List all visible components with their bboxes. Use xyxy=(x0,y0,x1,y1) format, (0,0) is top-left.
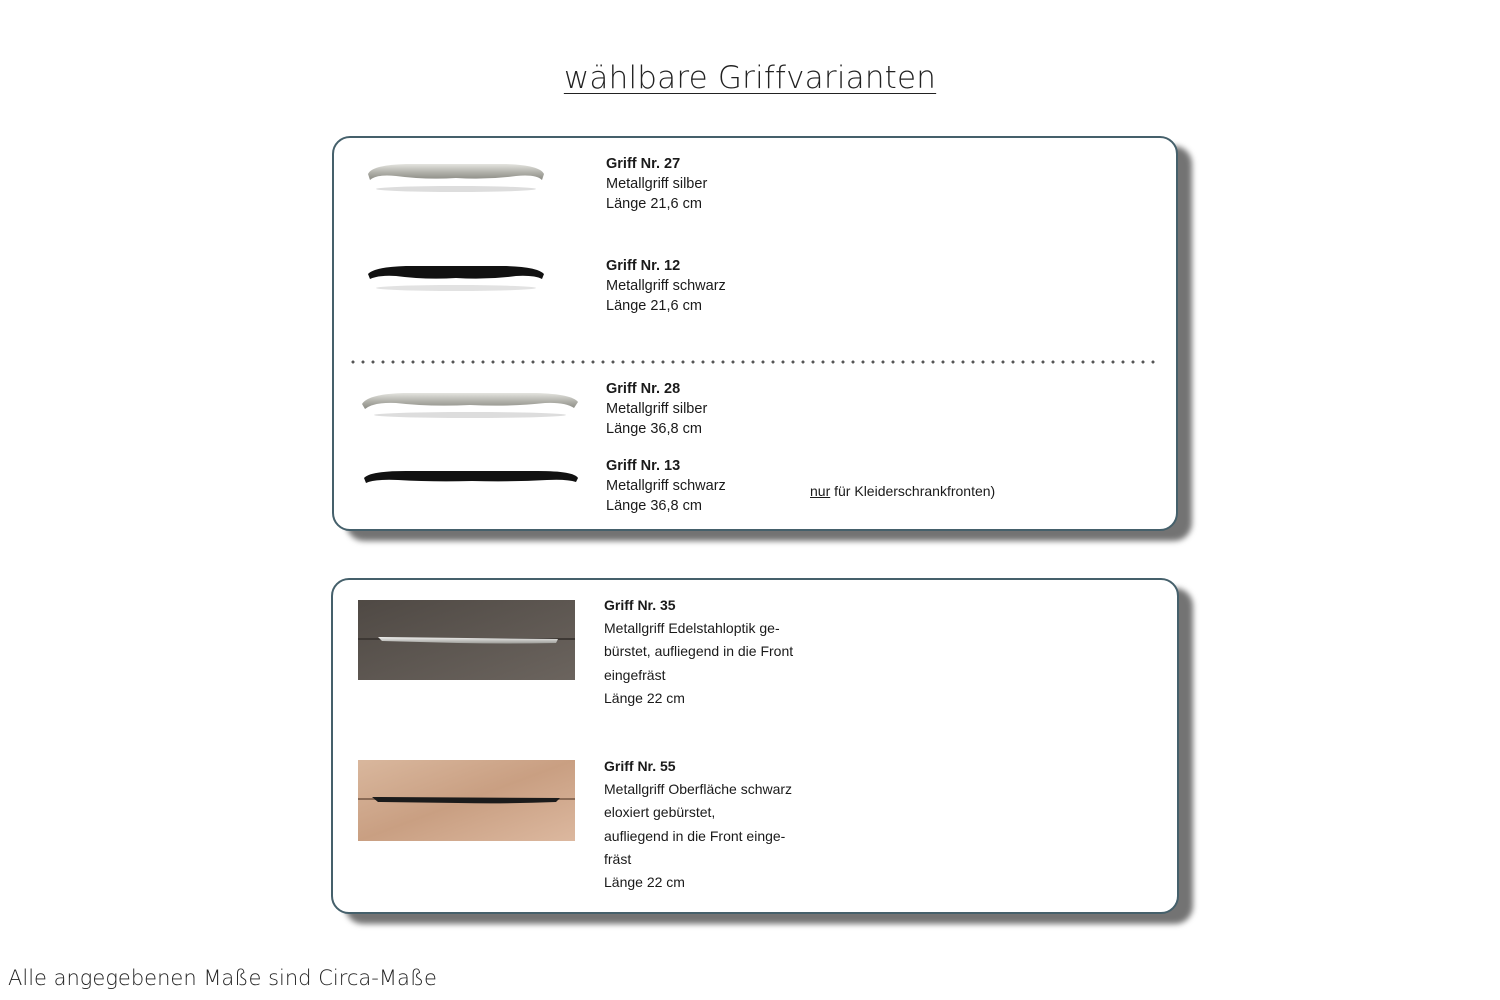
handle-image-13 xyxy=(362,468,582,488)
handle-desc-line: Metallgriff Oberfläche schwarz xyxy=(604,781,793,798)
handle-name: Griff Nr. 27 xyxy=(606,156,681,172)
handle-name: Griff Nr. 35 xyxy=(604,597,676,613)
page-title-text: wählbare Griffvarianten xyxy=(563,60,937,96)
handle-info-28 xyxy=(606,379,707,439)
handle-desc-line: eingefräst xyxy=(604,666,666,683)
handle-name: Griff Nr. 28 xyxy=(606,381,681,397)
handle-name: Griff Nr. 55 xyxy=(604,758,676,774)
handle-info-12 xyxy=(606,256,726,316)
handle-panel-classic xyxy=(332,136,1178,531)
handle-material: Metallgriff schwarz xyxy=(606,478,726,494)
handle-info-55 xyxy=(604,755,792,894)
handle-length: Länge 21,6 cm xyxy=(606,298,702,314)
page-title xyxy=(0,60,1500,96)
handle-desc-line: Metallgriff Edelstahloptik ge- xyxy=(604,620,780,637)
wardrobe-only-note xyxy=(810,483,995,499)
handle-desc-line: aufliegend in die Front einge- xyxy=(604,827,786,844)
handle-image-27 xyxy=(366,160,546,194)
handle-material: Metallgriff schwarz xyxy=(606,278,726,294)
handle-image-12 xyxy=(366,262,546,292)
handle-length: Länge 21,6 cm xyxy=(606,196,702,212)
handle-name: Griff Nr. 12 xyxy=(606,258,681,274)
handle-image-28 xyxy=(360,388,580,420)
dimensions-disclaimer: Alle angegebenen Maße sind Circa-Maße xyxy=(8,966,437,990)
handle-desc-line: fräst xyxy=(604,850,632,867)
handle-info-27 xyxy=(606,154,707,214)
note-underlined: nur xyxy=(810,483,831,499)
handle-name: Griff Nr. 13 xyxy=(606,458,681,474)
handle-info-13 xyxy=(606,456,726,516)
handle-info-35 xyxy=(604,594,793,710)
handle-length: Länge 22 cm xyxy=(604,689,685,706)
handle-length: Länge 36,8 cm xyxy=(606,498,702,514)
handle-panel-recessed xyxy=(331,578,1179,914)
handle-desc-line: eloxiert gebürstet, xyxy=(604,804,716,821)
handle-length: Länge 36,8 cm xyxy=(606,421,702,437)
handle-desc-line: bürstet, aufliegend in die Front xyxy=(604,643,794,660)
handle-material: Metallgriff silber xyxy=(606,176,708,192)
handle-material: Metallgriff silber xyxy=(606,401,708,417)
dotted-divider xyxy=(348,360,1158,364)
note-rest: für Kleiderschrankfronten) xyxy=(830,483,996,499)
handle-photo-35 xyxy=(358,600,575,680)
handle-photo-55 xyxy=(358,760,575,841)
handle-length: Länge 22 cm xyxy=(604,874,685,891)
